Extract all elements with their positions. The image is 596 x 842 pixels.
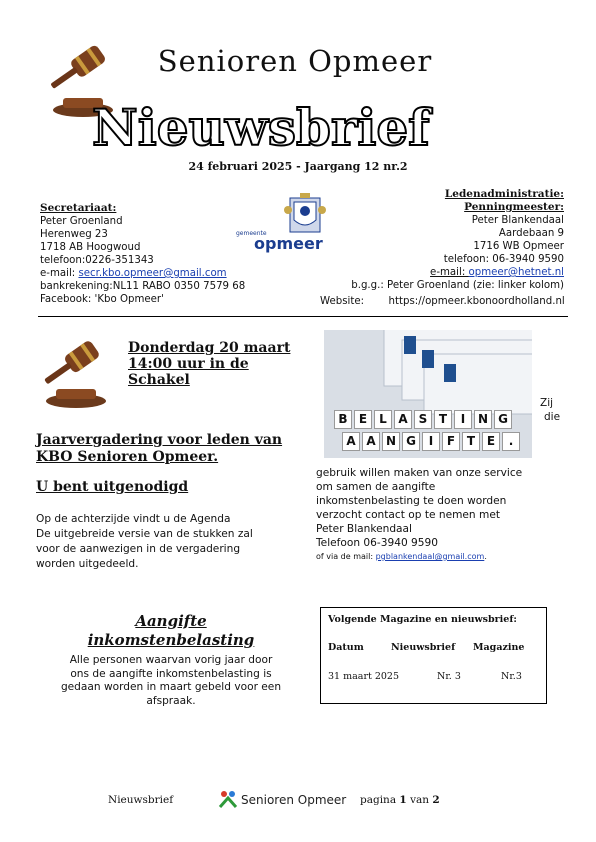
aangifte-line: Alle personen waarvan vorig jaar door: [69, 654, 273, 666]
email-prefix: e-mail:: [40, 268, 79, 279]
gavel-icon: [34, 338, 122, 410]
service-text: [316, 466, 566, 564]
meeting-heading: Jaarvergadering voor leden van KBO Senioren Opmeer.: [36, 432, 283, 465]
service-line: Peter Blankendaal: [316, 523, 412, 535]
aangifte-text: [40, 654, 302, 708]
secretariat-street: Herenweg 23: [40, 229, 108, 240]
website-line: [320, 295, 565, 308]
row-nieuwsbrief: Nr. 3: [437, 671, 461, 682]
col-datum: Datum: [328, 642, 364, 653]
letter-tile: N: [474, 410, 492, 429]
secretariat-name: Peter Groenland: [40, 216, 123, 227]
membership-label: Ledenadministratie:: [444, 188, 564, 200]
membership-bgg: b.g.g.: Peter Groenland (zie: linker kolom): [351, 280, 564, 291]
aangifte-title-line: inkomstenbelasting: [87, 631, 255, 649]
agenda-line: worden uitgedeeld.: [36, 558, 139, 570]
letter-tile: T: [434, 410, 452, 429]
letter-tile: L: [374, 410, 392, 429]
newsletter-org-title: Senioren Opmeer: [157, 44, 433, 78]
page-prefix: pagina: [360, 794, 400, 806]
page-number: 1: [399, 794, 407, 806]
dateline: 24 februari 2025 - Jaargang 12 nr.2: [188, 160, 408, 173]
secretariat-facebook: Facebook: 'Kbo Opmeer': [40, 294, 164, 305]
secretariat-phone: telefoon:0226-351343: [40, 255, 154, 266]
membership-street: Aardebaan 9: [498, 228, 564, 239]
membership-email-link[interactable]: opmeer@hetnet.nl: [468, 267, 564, 278]
header-divider: [38, 316, 568, 317]
membership-phone: telefoon: 06-3940 9590: [443, 254, 564, 265]
mail-prefix: of via de mail:: [316, 552, 376, 561]
letter-tile: B: [334, 410, 352, 429]
agenda-line: Op de achterzijde vindt u de Agenda: [36, 513, 231, 525]
letter-tile: T: [462, 432, 480, 451]
website-link[interactable]: https://opmeer.kbonoordholland.nl: [388, 296, 565, 307]
letter-tile: A: [394, 410, 412, 429]
aangifte-line: afspraak.: [146, 694, 196, 707]
agenda-line: voor de aanwezigen in de vergadering: [36, 543, 241, 555]
secretariat-email-line: [40, 267, 300, 280]
membership-name: Peter Blankendaal: [471, 215, 564, 226]
secretariat-city: 1718 AB Hoogwoud: [40, 242, 141, 253]
senioren-logo-icon: [218, 789, 238, 809]
page-footer: [0, 792, 596, 812]
membership-city: 1716 WB Opmeer: [473, 241, 564, 252]
footer-left: Nieuwsbrief: [108, 794, 174, 806]
agenda-text: [36, 512, 296, 572]
footer-brand: Senioren Opmeer: [241, 793, 347, 807]
letter-tile: I: [422, 432, 440, 451]
col-nieuwsbrief: Nieuwsbrief: [391, 642, 456, 653]
treasurer-label: Penningmeester:: [464, 201, 564, 213]
meeting-title: Donderdag 20 maart 14:00 uur in de Schakel: [128, 340, 291, 388]
service-intro: [540, 396, 560, 424]
letter-tile: F: [442, 432, 460, 451]
page-total: 2: [432, 794, 440, 806]
tiles-row-1: [334, 408, 514, 429]
service-line: Telefoon 06-3940 9590: [316, 537, 439, 549]
letter-tile: I: [454, 410, 472, 429]
letter-tile: A: [362, 432, 380, 451]
letter-tile: E: [482, 432, 500, 451]
service-email-link[interactable]: pgblankendaal@gmail.com: [375, 552, 485, 561]
letter-tile: E: [354, 410, 372, 429]
invited-heading: U bent uitgenodigd: [36, 479, 189, 495]
letter-tile: .: [502, 432, 520, 451]
aangifte-title: [36, 612, 306, 650]
letter-tile: A: [342, 432, 360, 451]
aangifte-line: gedaan worden in maart gebeld voor een: [60, 681, 282, 693]
logo-small-text: gemeente: [236, 230, 267, 237]
service-intro-line: Zij: [540, 397, 554, 409]
col-magazine: Magazine: [473, 642, 525, 653]
aangifte-line: ons de aangifte inkomstenbelasting is: [70, 667, 272, 680]
service-line: verzocht contact op te nemen met: [316, 509, 501, 521]
tax-return-photo: [324, 330, 532, 458]
email-prefix: e-mail:: [430, 267, 469, 278]
mail-suffix: .: [484, 552, 487, 561]
newsletter-title: Nieuwsbrief: [92, 98, 430, 157]
tiles-row-2: [342, 430, 522, 451]
magazine-box-title: Volgende Magazine en nieuwsbrief:: [328, 614, 517, 625]
letter-tile: N: [382, 432, 400, 451]
service-line: inkomstenbelasting te doen worden: [316, 495, 507, 507]
row-datum: 31 maart 2025: [328, 671, 399, 682]
secretariat-email-link[interactable]: secr.kbo.opmeer@gmail.com: [78, 268, 227, 279]
service-line: om samen de aangifte: [316, 481, 436, 493]
membership-block: [304, 188, 564, 292]
page-indicator: [360, 794, 440, 806]
service-intro-line: die: [544, 411, 561, 423]
service-mail-line: [316, 550, 566, 564]
letter-tile: G: [494, 410, 512, 429]
secretariat-bank: bankrekening:NL11 RABO 0350 7579 68: [40, 281, 246, 292]
row-magazine: Nr.3: [501, 671, 522, 682]
letter-tile: S: [414, 410, 432, 429]
letter-tile: G: [402, 432, 420, 451]
secretariat-label: Secretariaat:: [40, 202, 117, 214]
aangifte-title-line: Aangifte: [135, 612, 207, 630]
website-label: Website:: [320, 296, 365, 307]
service-line: gebruik willen maken van onze service: [316, 467, 523, 479]
page-mid: van: [406, 794, 433, 806]
membership-email-line: [304, 266, 564, 279]
agenda-line: De uitgebreide versie van de stukken zal: [36, 528, 253, 540]
next-magazine-box: [320, 607, 547, 704]
logo-big-text: opmeer: [254, 234, 323, 253]
